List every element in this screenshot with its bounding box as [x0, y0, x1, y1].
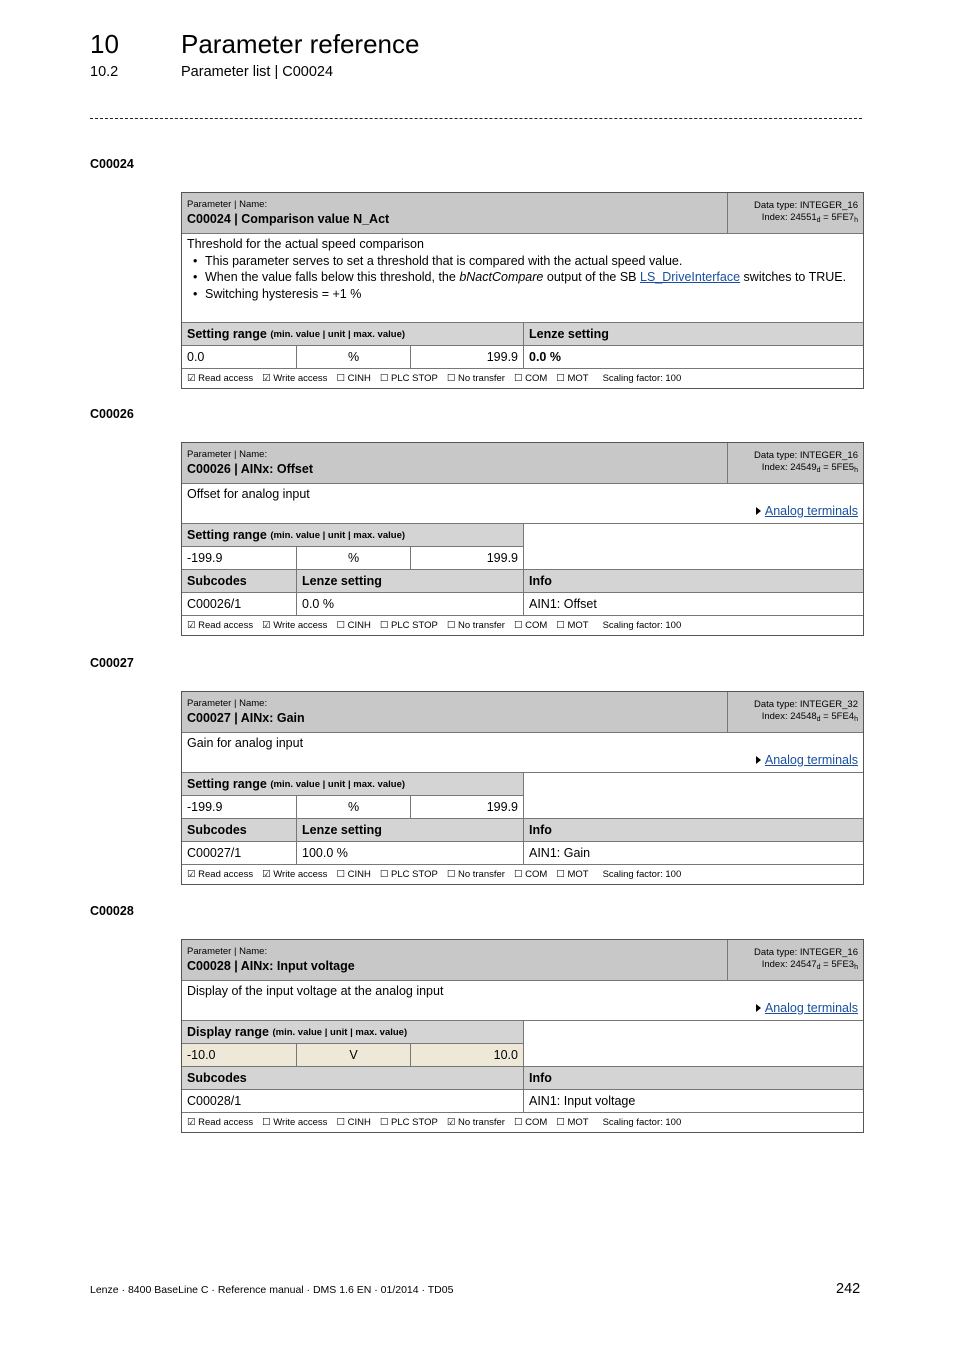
scaling-factor: Scaling factor: 100 [602, 1117, 682, 1128]
param-description [182, 233, 863, 322]
scaling-factor: Scaling factor: 100 [602, 373, 682, 384]
setting-range-header: Setting range (min. value | unit | max. value) [182, 772, 863, 795]
subcodes-header: Subcodes Lenze setting Info [182, 569, 863, 592]
section-number: 10.2 [90, 64, 119, 80]
min-value: 0.0 [187, 350, 205, 364]
param-description [182, 483, 863, 523]
param-header [182, 193, 863, 233]
analog-terminals-link[interactable]: Analog terminals [764, 503, 858, 518]
chapter-number: 10 [90, 29, 119, 59]
arrow-right-icon [756, 1004, 761, 1012]
subcode: C00028/1 [187, 1094, 242, 1108]
param-table-c00027 [181, 691, 864, 885]
data-type: Data type: INTEGER_32 [753, 698, 858, 710]
chapter-title: Parameter reference [181, 29, 420, 59]
param-label: Parameter | Name: [187, 698, 268, 709]
setting-range-header: Setting range (min. value | unit | max. value) [182, 523, 863, 546]
min-value: -10.0 [182, 1043, 296, 1066]
section-title: Parameter list | C00024 [181, 64, 334, 80]
setting-range-values [182, 546, 863, 569]
lenze-setting-value: 0.0 % [523, 346, 863, 368]
subcode-row [182, 592, 863, 615]
scaling-factor: Scaling factor: 100 [602, 620, 682, 631]
document-footer: Lenze · 8400 BaseLine C · Reference manual · DMS 1.6 EN · 01/2014 · TD05 [90, 1284, 454, 1296]
access-flags: ☑ Read access ☐ Write access ☐ CINH ☐ PLC STOP ☑ No transfer ☐ COM ☐ MOT Scaling factor: 100 [182, 1112, 863, 1132]
param-header [182, 692, 863, 732]
param-heading-c00028: C00028 [90, 904, 134, 918]
subcode-row [182, 841, 863, 864]
access-flags: ☑ Read access ☑ Write access ☐ CINH ☐ PLC STOP ☐ No transfer ☐ COM ☐ MOT Scaling factor: 100 [182, 864, 863, 884]
description-text: Gain for analog input [187, 736, 304, 750]
subcode-lenze-setting: 100.0 % [296, 842, 523, 864]
max-value: 10.0 [410, 1043, 523, 1066]
param-header [182, 443, 863, 483]
setting-range-values [182, 795, 863, 818]
description-text: Offset for analog input [187, 487, 310, 501]
arrow-right-icon [756, 507, 761, 515]
description-bullet: • When the value falls below this threshold, the bNactCompare output of the SB LS_DriveInterface switches to TRUE. [187, 269, 858, 286]
ls-driveinterface-link[interactable]: LS_DriveInterface [640, 270, 741, 284]
data-type: Data type: INTEGER_16 [753, 199, 858, 211]
param-header [182, 940, 863, 980]
param-index: Index: $24548_d = 5FE4_h$ [761, 710, 858, 723]
display-range-values [182, 1043, 863, 1066]
header-divider [90, 118, 862, 119]
description-text: Display of the input voltage at the analog input [187, 984, 444, 998]
unit-value: % [296, 795, 410, 818]
param-label: Parameter | Name: [187, 199, 268, 210]
param-index: Index: $24551_d = 5FE7_h$ [761, 211, 858, 224]
scaling-factor: Scaling factor: 100 [602, 869, 682, 880]
analog-terminals-link[interactable]: Analog terminals [764, 752, 858, 767]
data-type: Data type: INTEGER_16 [753, 449, 858, 461]
analog-terminals-link[interactable]: Analog terminals [764, 1000, 858, 1015]
min-value: -199.9 [182, 546, 296, 569]
description-bullet: • Switching hysteresis = +1 % [187, 286, 858, 303]
param-table-c00024 [181, 192, 864, 389]
min-value: -199.9 [182, 795, 296, 818]
subcode-info: AIN1: Gain [523, 842, 863, 864]
max-value: 199.9 [410, 795, 523, 818]
unit-value: % [296, 346, 410, 368]
param-heading-c00026: C00026 [90, 407, 134, 421]
unit-value: % [296, 546, 410, 569]
param-label: Parameter | Name: [187, 946, 268, 957]
max-value: 199.9 [410, 546, 523, 569]
param-description [182, 980, 863, 1020]
setting-range-header: Setting range (min. value | unit | max. value) Lenze setting [182, 322, 863, 345]
description-text: Threshold for the actual speed comparison [187, 237, 424, 251]
setting-range-values [182, 345, 863, 368]
subcode: C00026/1 [187, 597, 242, 611]
param-name: C00027 | AINx: Gain [187, 711, 305, 725]
subcode-info: AIN1: Input voltage [523, 1090, 863, 1112]
data-type: Data type: INTEGER_16 [753, 946, 858, 958]
param-name: C00024 | Comparison value N_Act [187, 212, 390, 226]
subcodes-header: Subcodes Lenze setting Info [182, 818, 863, 841]
subcode: C00027/1 [187, 846, 242, 860]
description-bullet: • This parameter serves to set a threshold that is compared with the actual speed value. [187, 253, 858, 270]
max-value: 199.9 [410, 346, 523, 368]
param-index: Index: $24547_d = 5FE3_h$ [761, 958, 858, 971]
param-table-c00026 [181, 442, 864, 636]
param-heading-c00024: C00024 [90, 157, 134, 171]
param-label: Parameter | Name: [187, 449, 268, 460]
display-range-header: Display range (min. value | unit | max. value) [182, 1020, 863, 1043]
subcode-row [182, 1089, 863, 1112]
param-description [182, 732, 863, 772]
unit-value: V [296, 1043, 410, 1066]
access-flags: ☑ Read access ☑ Write access ☐ CINH ☐ PLC STOP ☐ No transfer ☐ COM ☐ MOT Scaling factor: 100 [182, 368, 863, 388]
param-table-c00028 [181, 939, 864, 1133]
param-index: Index: $24549_d = 5FE5_h$ [761, 461, 858, 474]
subcodes-header: Subcodes Info [182, 1066, 863, 1089]
arrow-right-icon [756, 756, 761, 764]
subcode-lenze-setting: 0.0 % [296, 593, 523, 615]
access-flags: ☑ Read access ☑ Write access ☐ CINH ☐ PLC STOP ☐ No transfer ☐ COM ☐ MOT Scaling factor: 100 [182, 615, 863, 635]
param-name: C00026 | AINx: Offset [187, 462, 313, 476]
page-number: 242 [836, 1281, 861, 1297]
param-name: C00028 | AINx: Input voltage [187, 959, 355, 973]
param-heading-c00027: C00027 [90, 656, 134, 670]
subcode-info: AIN1: Offset [523, 593, 863, 615]
